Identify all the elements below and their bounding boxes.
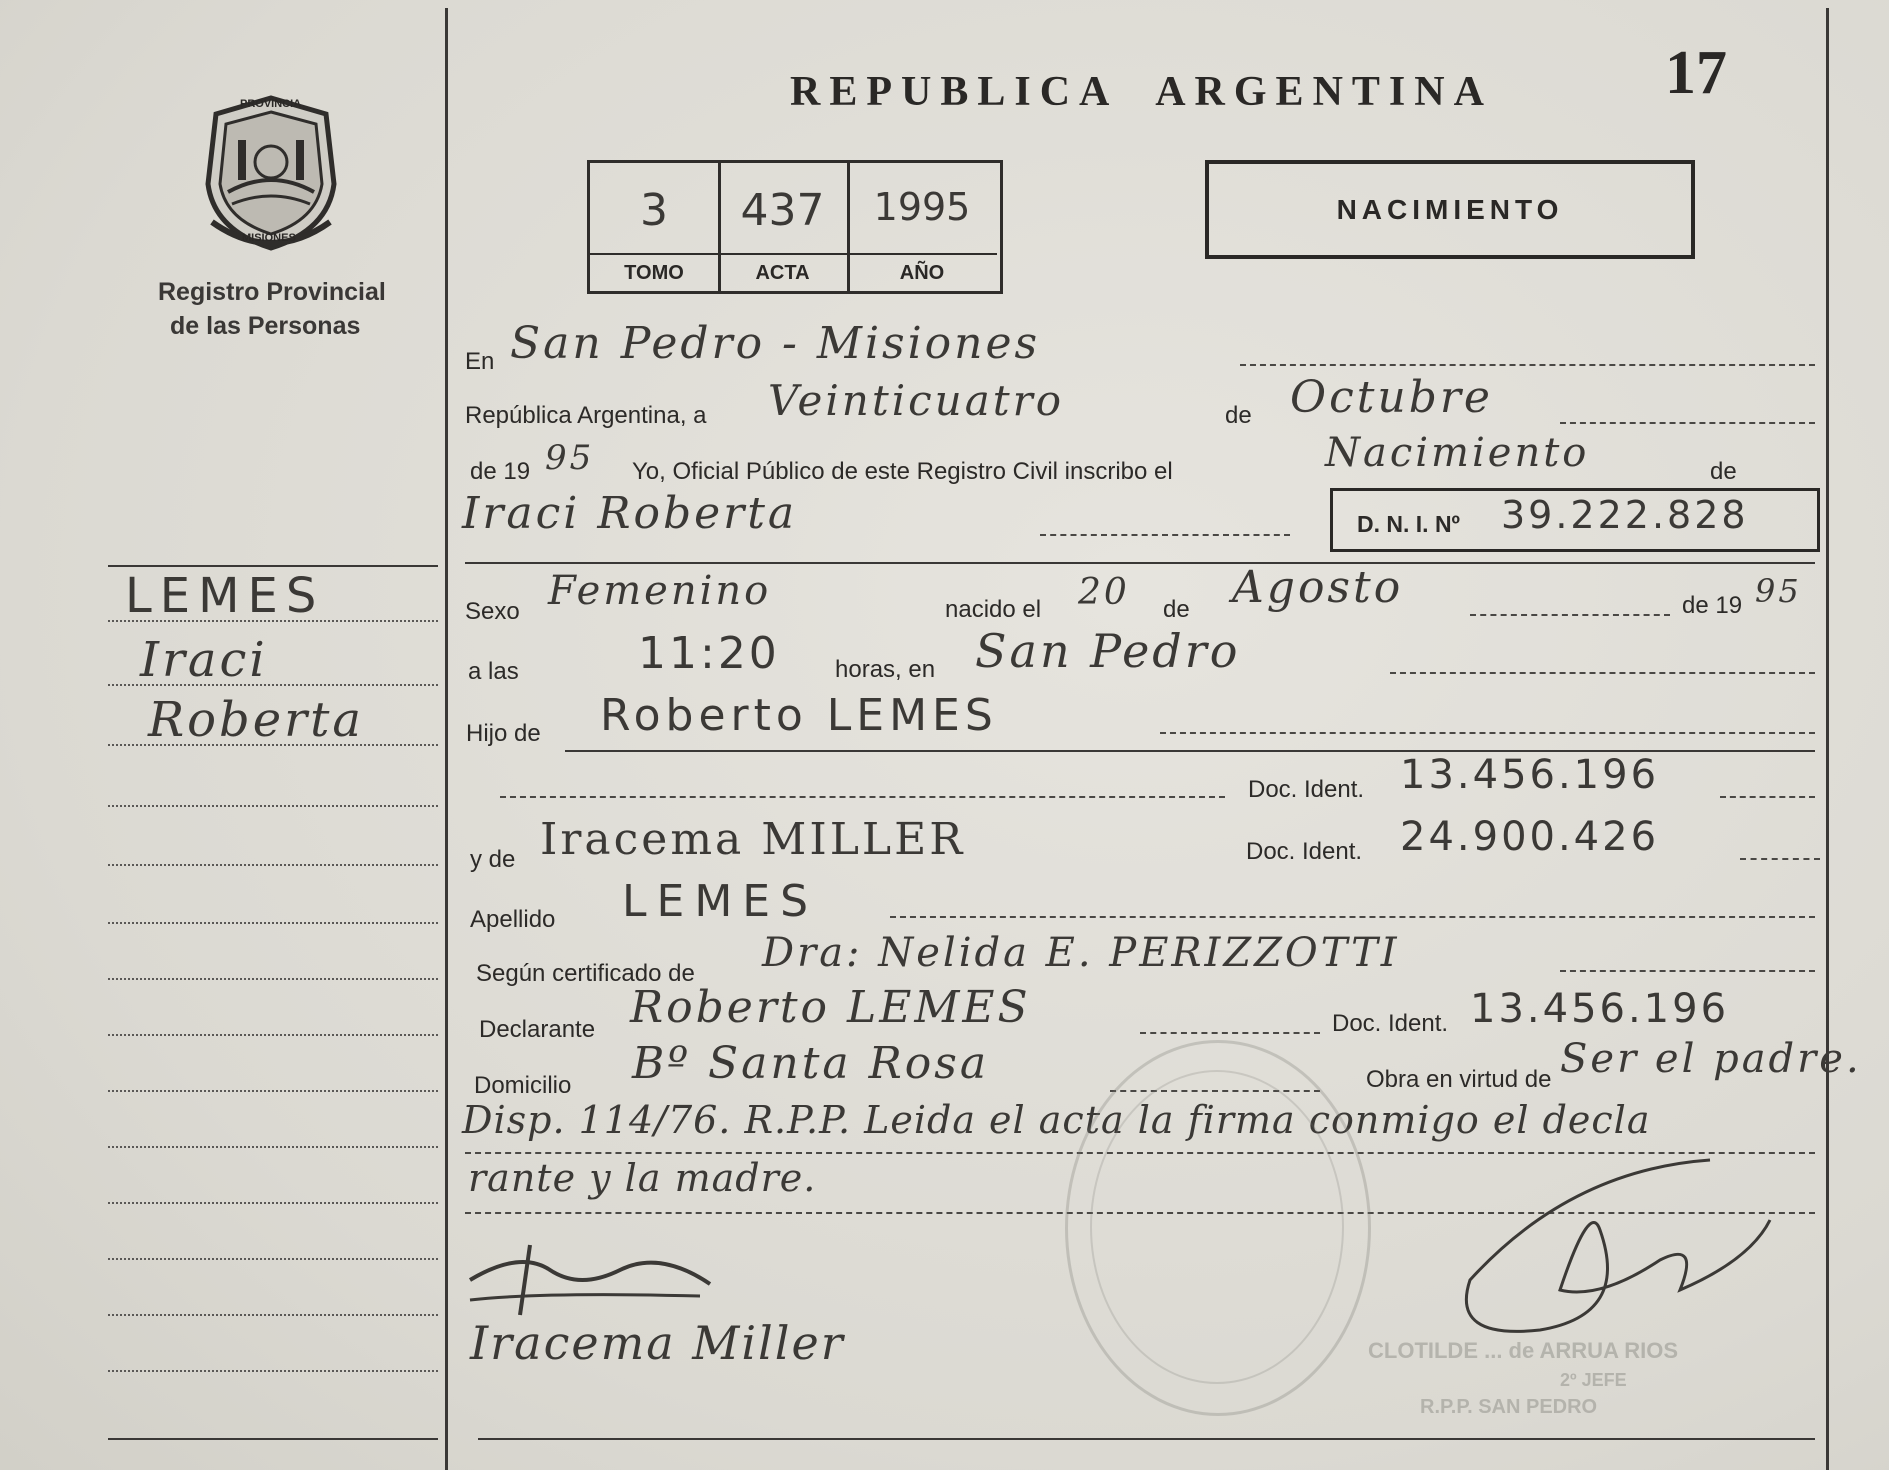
margin-top-rule bbox=[108, 565, 438, 567]
place-fill-line bbox=[1390, 670, 1815, 674]
en-label: En bbox=[465, 348, 495, 375]
father-fill-line bbox=[1160, 730, 1815, 734]
page-title: REPUBLICA ARGENTINA bbox=[790, 69, 1493, 115]
republica-label: República Argentina, a bbox=[465, 402, 707, 429]
tomo-value: 3 bbox=[640, 185, 668, 236]
acta-cell bbox=[718, 163, 850, 291]
signature-mother: Iracema Miller bbox=[470, 1316, 845, 1370]
apellido-fill-line bbox=[890, 914, 1815, 918]
margin-dotline-3 bbox=[108, 744, 438, 746]
day-value: Veinticuatro bbox=[768, 376, 1064, 425]
birth-month-fill-line bbox=[1470, 612, 1670, 616]
anio-label: AÑO bbox=[847, 253, 997, 291]
mother-doc: 24.900.426 bbox=[1400, 814, 1660, 860]
anio-value: 1995 bbox=[873, 185, 971, 229]
page-number: 17 bbox=[1665, 39, 1727, 107]
yde-label: y de bbox=[470, 846, 516, 873]
acta-label: ACTA bbox=[718, 253, 847, 291]
name-value: Iraci Roberta bbox=[462, 488, 798, 539]
dni-value: 39.222.828 bbox=[1501, 493, 1749, 537]
margin-dotline-7 bbox=[108, 978, 438, 980]
declarante-label: Declarante bbox=[479, 1016, 596, 1043]
doc2-label: Doc. Ident. bbox=[1246, 838, 1363, 865]
provincial-seal-icon bbox=[198, 92, 344, 254]
mother-value: Iracema MILLER bbox=[540, 814, 966, 865]
dni-box bbox=[1330, 488, 1820, 552]
month-value: Octubre bbox=[1290, 372, 1493, 423]
margin-dotline-13 bbox=[108, 1314, 438, 1316]
declarante-doc: 13.456.196 bbox=[1470, 986, 1730, 1032]
en-value: San Pedro - Misiones bbox=[510, 318, 1041, 369]
registry-name-line1: Registro Provincial bbox=[158, 278, 386, 306]
remarks-line-1: Disp. 114/76. R.P.P. Leida el acta la firma conmigo el decla bbox=[462, 1098, 1651, 1142]
margin-bottom-rule bbox=[108, 1438, 438, 1440]
margin-firstname: Iraci bbox=[140, 632, 268, 688]
segun-label: Según certificado de bbox=[476, 960, 695, 987]
margin-dotline-11 bbox=[108, 1202, 438, 1204]
margin-dotline-12 bbox=[108, 1258, 438, 1260]
birth-year: 95 bbox=[1755, 572, 1802, 610]
act-value: Nacimiento bbox=[1325, 430, 1590, 476]
tomo-label: TOMO bbox=[590, 253, 718, 291]
signature-father bbox=[460, 1240, 720, 1320]
anio-cell bbox=[847, 163, 997, 291]
margin-dotline-4 bbox=[108, 805, 438, 807]
birth-year-prefix: de 19 bbox=[1682, 592, 1743, 619]
obra-value: Ser el padre. bbox=[1560, 1036, 1862, 1082]
margin-dotline-14 bbox=[108, 1370, 438, 1372]
de-label: de bbox=[1225, 402, 1252, 429]
domicilio-label: Domicilio bbox=[474, 1072, 572, 1099]
apellido-value: LEMES bbox=[622, 876, 819, 927]
margin-surname: LEMES bbox=[125, 568, 325, 624]
dni-label: D. N. I. Nº bbox=[1357, 511, 1460, 537]
oficial-text: Yo, Oficial Público de este Registro Civil inscribo el bbox=[632, 458, 1173, 485]
mother-doc-fill-line bbox=[1740, 856, 1820, 860]
margin-dotline-2 bbox=[108, 684, 438, 686]
registry-box bbox=[587, 160, 1003, 294]
en-fill-line bbox=[1240, 362, 1815, 366]
record-type-box: NACIMIENTO bbox=[1205, 160, 1695, 259]
name-fill-line bbox=[1040, 532, 1290, 536]
hour-value: 11:20 bbox=[638, 628, 780, 679]
place-value: San Pedro bbox=[975, 624, 1241, 678]
obra-label: Obra en virtud de bbox=[1366, 1066, 1552, 1093]
seal-text-top: PROVINCIA bbox=[240, 98, 302, 110]
bottom-rule bbox=[478, 1438, 1815, 1440]
birth-day: 20 bbox=[1078, 572, 1130, 613]
signature-official bbox=[1450, 1140, 1780, 1370]
margin-secondname: Roberta bbox=[148, 692, 365, 748]
acta-value: 437 bbox=[740, 185, 825, 236]
official-office: R.P.P. SAN PEDRO bbox=[1420, 1396, 1598, 1418]
margin-dotline-5 bbox=[108, 864, 438, 866]
apellido-label: Apellido bbox=[470, 906, 556, 933]
hijo-label: Hijo de bbox=[466, 720, 541, 747]
father-doc-fill-line bbox=[500, 794, 1225, 798]
tomo-cell bbox=[590, 163, 721, 291]
year-prefix: de 19 bbox=[470, 458, 531, 485]
declarante-fill-line bbox=[1140, 1030, 1320, 1034]
official-stamp-inner bbox=[1090, 1070, 1344, 1384]
doc-label: Doc. Ident. bbox=[1248, 776, 1365, 803]
birth-month: Agosto bbox=[1232, 562, 1404, 613]
father-value: Roberto LEMES bbox=[600, 690, 998, 741]
domicilio-value: Bº Santa Rosa bbox=[632, 1038, 990, 1089]
father-doc-end-line bbox=[1720, 794, 1815, 798]
margin-dotline-9 bbox=[108, 1090, 438, 1092]
year-value: 95 bbox=[545, 438, 595, 478]
horas-label: horas, en bbox=[835, 656, 936, 683]
remarks-line-2: rante y la madre. bbox=[468, 1156, 817, 1200]
sexo-label: Sexo bbox=[465, 598, 520, 625]
margin-dotline-10 bbox=[108, 1146, 438, 1148]
right-border-line bbox=[1826, 8, 1829, 1470]
month-fill-line bbox=[1560, 420, 1815, 424]
section-rule-1 bbox=[465, 562, 1815, 564]
margin-dotline-8 bbox=[108, 1034, 438, 1036]
registry-name-line2: de las Personas bbox=[170, 312, 361, 340]
de2-label: de bbox=[1710, 458, 1737, 485]
margin-dotline-6 bbox=[108, 922, 438, 924]
seal-text-bottom: MISIONES bbox=[242, 232, 296, 244]
de3-label: de bbox=[1163, 596, 1190, 623]
father-doc: 13.456.196 bbox=[1400, 752, 1660, 798]
declarante-value: Roberto LEMES bbox=[630, 982, 1031, 1033]
official-title: 2º JEFE bbox=[1560, 1370, 1627, 1390]
segun-value: Dra: Nelida E. PERIZZOTTI bbox=[762, 930, 1400, 976]
official-name: CLOTILDE ... de ARRUA RIOS bbox=[1368, 1338, 1679, 1363]
left-column-divider bbox=[445, 8, 448, 1470]
segun-fill-line bbox=[1560, 968, 1815, 972]
alas-label: a las bbox=[468, 658, 519, 685]
margin-dotline-1 bbox=[108, 620, 438, 622]
doc3-label: Doc. Ident. bbox=[1332, 1010, 1449, 1037]
nacido-label: nacido el bbox=[945, 596, 1042, 623]
sexo-value: Femenino bbox=[548, 568, 772, 614]
